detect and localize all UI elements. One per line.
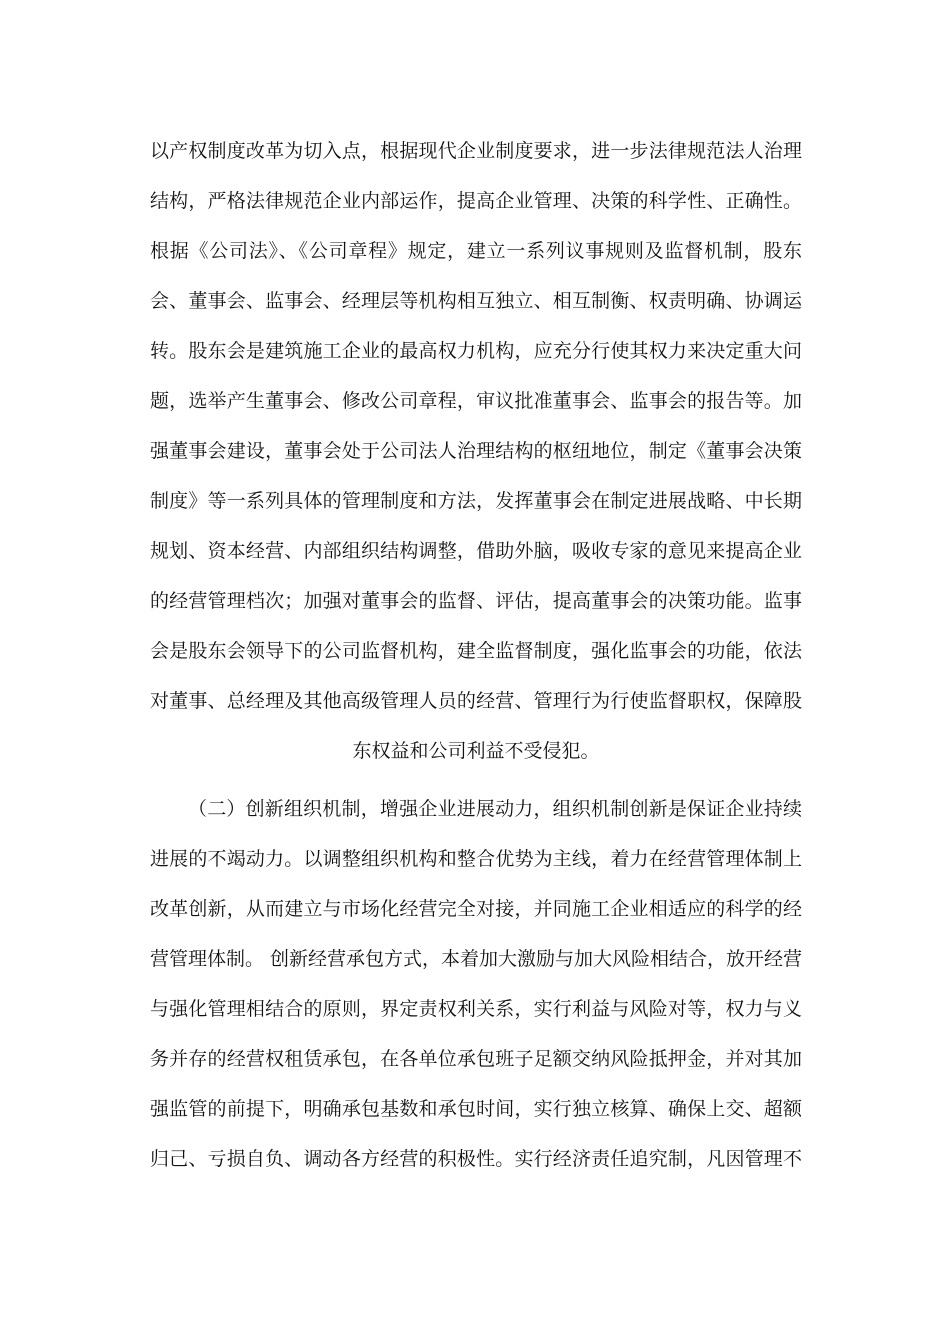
text-line: 转。股东会是建筑施工企业的最高权力机构，应充分行使其权力来决定重大问	[150, 340, 802, 362]
text-line: 题，选举产生董事会、修改公司章程，审议批准董事会、监事会的报告等。加	[150, 390, 802, 412]
paragraph-organizational-mechanism	[150, 784, 802, 1184]
text-line: 会是股东会领导下的公司监督机构，建全监督制度，强化监事会的功能，依法	[150, 640, 802, 662]
text-line: 会、董事会、监事会、经理层等机构相互独立、相互制衡、权责明确、协调运	[150, 290, 802, 312]
text-line: 进展的不竭动力。以调整组织机构和整合优势为主线，着力在经营管理体制上	[150, 848, 802, 870]
text-line: 归己、亏损自负、调动各方经营的积极性。实行经济责任追究制，凡因管理不	[150, 1148, 802, 1170]
text-line: 改革创新，从而建立与市场化经营完全对接，并同施工企业相适应的科学的经	[150, 898, 802, 920]
text-line: 根据《公司法》、《公司章程》规定，建立一系列议事规则及监督机制，股东	[150, 240, 802, 262]
text-line: 强董事会建设，董事会处于公司法人治理结构的枢纽地位，制定《董事会决策	[150, 440, 802, 462]
text-line-indented: （二）创新组织机制，增强企业进展动力，组织机制创新是保证企业持续	[188, 798, 802, 820]
paragraph-corporate-governance	[150, 126, 802, 776]
text-line: 务并存的经营权租赁承包，在各单位承包班子足额交纳风险抵押金，并对其加	[150, 1048, 802, 1070]
text-line: 结构，严格法律规范企业内部运作，提高企业管理、决策的科学性、正确性。	[150, 190, 802, 212]
text-line: 规划、资本经营、内部组织结构调整，借助外脑，吸收专家的意见来提高企业	[150, 540, 802, 562]
text-line: 对董事、总经理及其他高级管理人员的经营、管理行为行使监督职权，保障股	[150, 690, 802, 712]
text-line: 营管理体制。 创新经营承包方式，本着加大激励与加大风险相结合，放开经营	[150, 948, 803, 970]
text-line: 以产权制度改革为切入点，根据现代企业制度要求，进一步法律规范法人治理	[150, 140, 802, 162]
text-line: 强监管的前提下，明确承包基数和承包时间，实行独立核算、确保上交、超额	[150, 1098, 802, 1120]
text-line: 制度》等一系列具体的管理制度和方法，发挥董事会在制定进展战略、中长期	[150, 490, 802, 512]
text-line: 的经营管理档次；加强对董事会的监督、评估，提高董事会的决策功能。监事	[150, 590, 802, 612]
text-line: 与强化管理相结合的原则，界定责权利关系，实行利益与风险对等，权力与义	[150, 998, 802, 1020]
text-line-centered: 东权益和公司利益不受侵犯。	[352, 740, 600, 762]
